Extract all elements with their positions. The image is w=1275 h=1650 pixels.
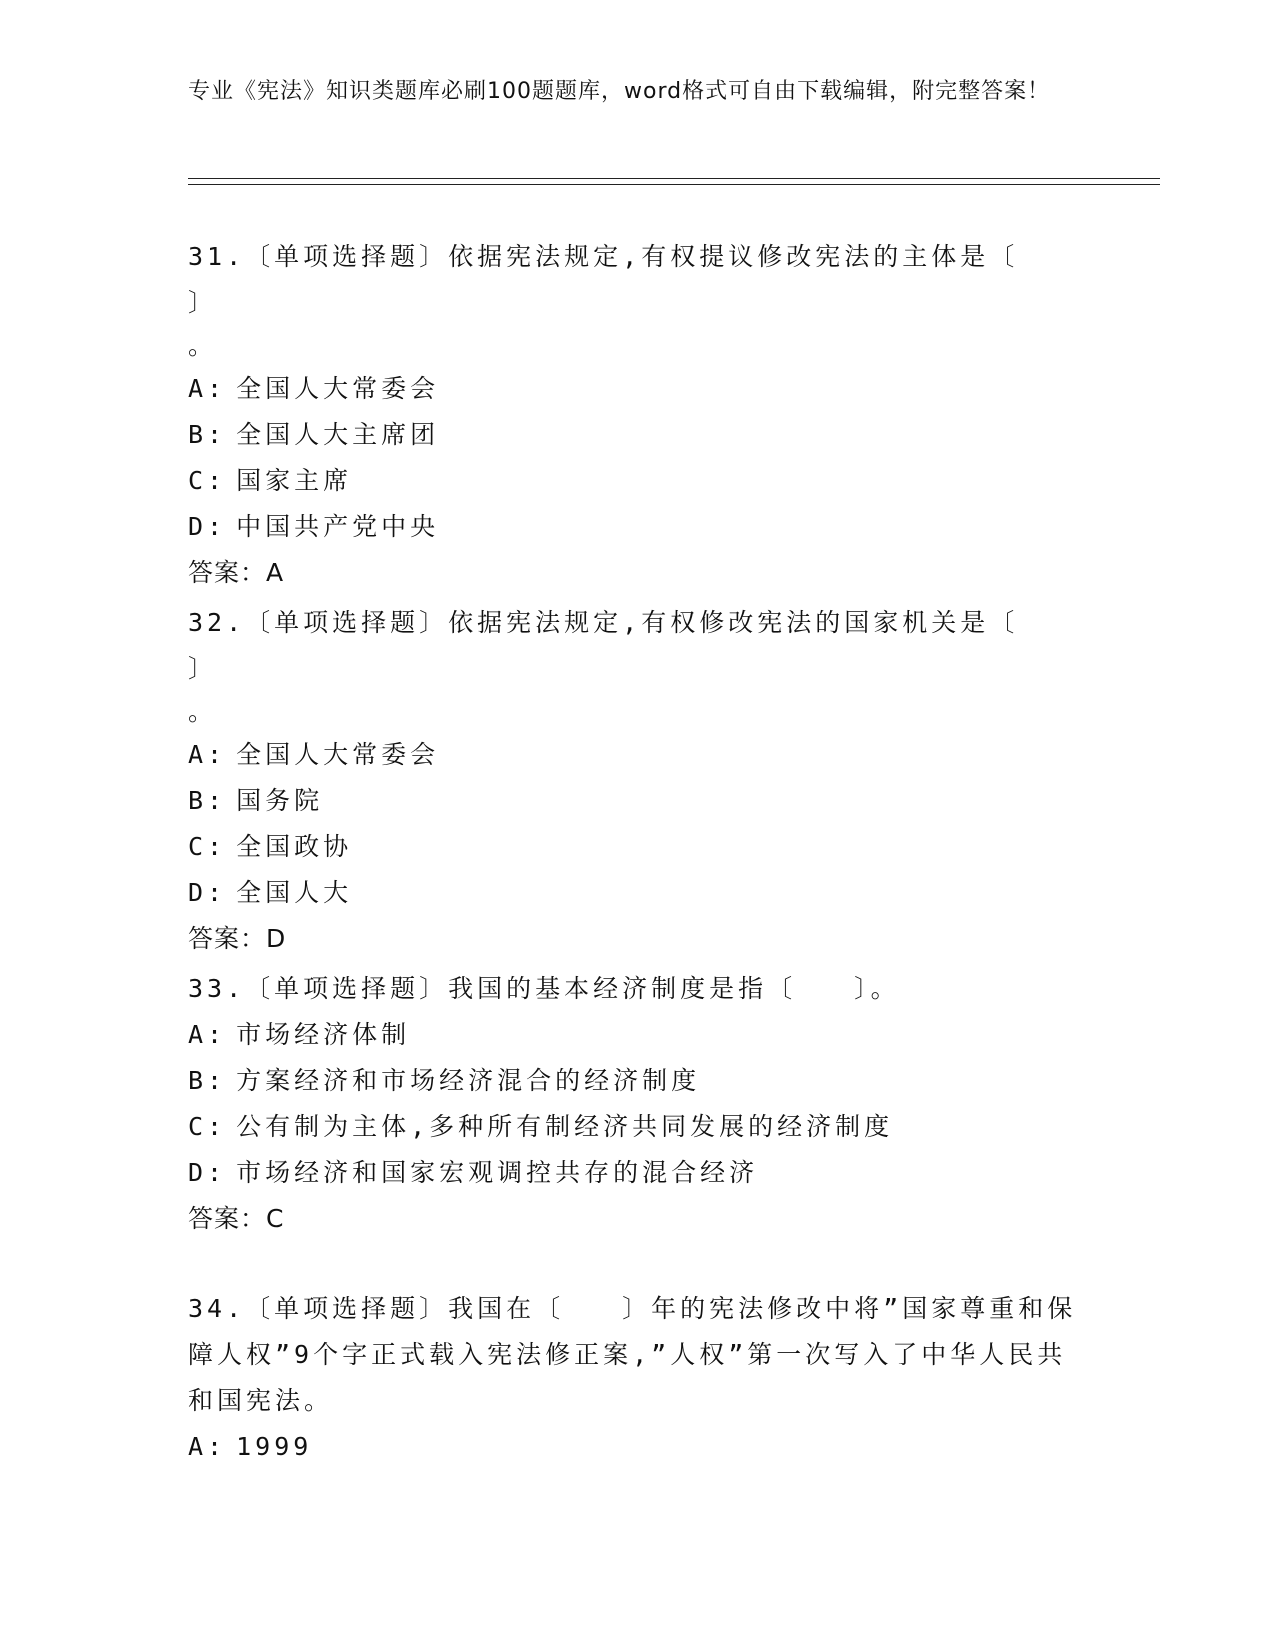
question-stem [188,234,1078,366]
option-text: 全国人大常委会 [236,374,440,403]
question-text: 34.〔单项选择题〕我国在〔 〕年的宪法修改中将”国家尊重和保障人权”9个字正式载入宪法修正案,”人权”第一次写入了中华人民共和国宪法。 [188,1294,1077,1415]
question-33 [188,966,1078,1242]
answer-line: 答案：C [188,1204,285,1233]
question-31 [188,234,1078,596]
question-stem-tail: 。 [188,697,218,726]
option-key: C: [188,466,227,495]
option-key: A: [188,740,227,769]
answer-line: 答案：A [188,558,285,587]
question-text: 32.〔单项选择题〕依据宪法规定,有权修改宪法的国家机关是〔 〕 [188,608,1077,683]
option-text: 方案经济和市场经济混合的经济制度 [236,1066,701,1095]
option-key: A: [188,1432,227,1461]
option-key: B: [188,786,227,815]
document-header: 专业《宪法》知识类题库必刷100题题库，word格式可自由下载编辑，附完整答案！ [188,79,1051,104]
header-rule-bottom [188,184,1160,185]
option-text: 市场经济体制 [236,1020,411,1049]
option-d [188,870,1078,916]
option-d [188,504,1078,550]
question-stem [188,1286,1078,1424]
question-text: 33.〔单项选择题〕我国的基本经济制度是指〔 〕。 [188,974,900,1003]
option-key: D: [188,1158,227,1187]
option-c [188,458,1078,504]
option-b [188,1058,1078,1104]
option-key: D: [188,512,227,541]
option-text: 国务院 [236,786,324,815]
option-key: C: [188,832,227,861]
option-b [188,412,1078,458]
option-text: 1999 [236,1432,313,1461]
option-text: 市场经济和国家宏观调控共存的混合经济 [236,1158,759,1187]
option-key: A: [188,374,227,403]
question-stem-tail: 。 [188,331,218,360]
option-text: 公有制为主体,多种所有制经济共同发展的经济制度 [236,1112,894,1141]
question-stem [188,600,1078,732]
option-a [188,1012,1078,1058]
option-a [188,1424,1078,1470]
question-text: 31.〔单项选择题〕依据宪法规定,有权提议修改宪法的主体是〔 〕 [188,242,1077,317]
option-b [188,778,1078,824]
option-text: 全国政协 [236,832,353,861]
header-rule-top [188,178,1160,179]
option-text: 全国人大主席团 [236,420,440,449]
option-text: 全国人大 [236,878,353,907]
question-stem [188,966,1078,1012]
option-a [188,366,1078,412]
option-key: C: [188,1112,227,1141]
option-c [188,1104,1078,1150]
option-text: 全国人大常委会 [236,740,440,769]
option-c [188,824,1078,870]
option-key: A: [188,1020,227,1049]
option-d [188,1150,1078,1196]
option-text: 国家主席 [236,466,353,495]
question-34 [188,1286,1078,1470]
option-key: B: [188,420,227,449]
option-a [188,732,1078,778]
question-32 [188,600,1078,962]
option-text: 中国共产党中央 [236,512,440,541]
answer-line: 答案：D [188,924,287,953]
option-key: B: [188,1066,227,1095]
option-key: D: [188,878,227,907]
